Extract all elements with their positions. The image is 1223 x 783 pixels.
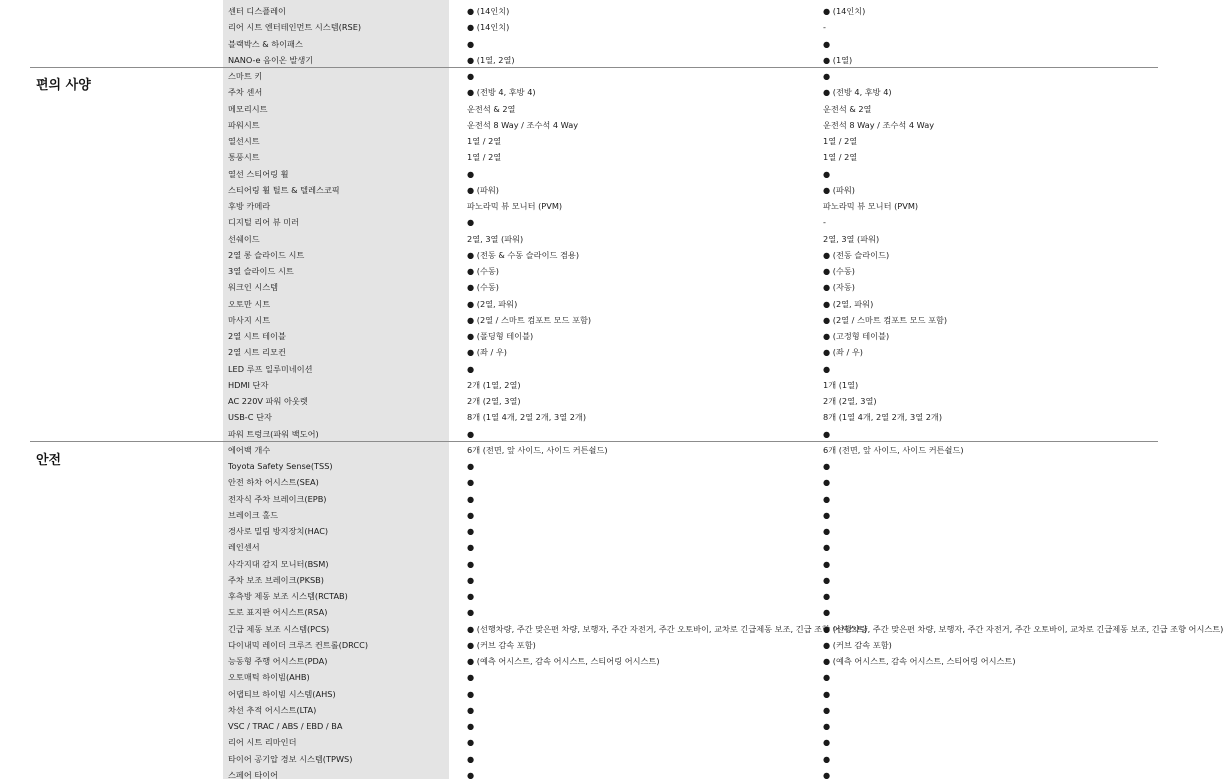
spec-value-trim-1: ●: [467, 509, 475, 520]
spec-label: 마사지 시트: [228, 314, 271, 325]
spec-row: [0, 767, 1175, 783]
spec-label: 어댑티브 하이빔 시스템(AHS): [228, 688, 336, 699]
spec-value-trim-1: ●: [467, 38, 475, 49]
spec-value-trim-1: ● (2열, 파워): [467, 298, 518, 309]
spec-value-trim-1: 2열, 3열 (파워): [467, 233, 524, 244]
spec-label: 선쉐이드: [228, 233, 260, 244]
spec-label: 센터 디스플레이: [228, 6, 286, 16]
spec-row: [0, 523, 1175, 539]
spec-value-trim-2: ●: [823, 493, 831, 504]
spec-value-trim-1: ● (2열 / 스마트 컴포트 모드 포함): [467, 314, 592, 325]
spec-row: [0, 474, 1175, 490]
spec-value-trim-2: ● (수동): [823, 266, 855, 276]
spec-value-trim-2: ●: [823, 461, 831, 471]
spec-value-trim-2: ● (전방 4, 후방 4): [823, 87, 892, 98]
spec-label: 3열 슬라이드 시트: [228, 266, 294, 276]
spec-row: [0, 409, 1175, 425]
spec-row: [0, 19, 1175, 35]
spec-row: [0, 702, 1175, 718]
spec-label: 도로 표지판 어시스트(RSA): [228, 607, 328, 618]
spec-row: [0, 231, 1175, 247]
spec-row: [0, 588, 1175, 604]
spec-row: [0, 68, 1175, 84]
spec-value-trim-1: ● (수동): [467, 266, 499, 276]
spec-label: 전자식 주차 브레이크(EPB): [228, 493, 327, 504]
spec-value-trim-2: ●: [823, 574, 831, 585]
spec-value-trim-1: ●: [467, 737, 475, 748]
spec-label: 워크인 시스템: [228, 282, 279, 293]
spec-label: 디지털 리어 뷰 미러: [228, 217, 300, 228]
spec-value-trim-1: ●: [467, 526, 475, 536]
spec-row: [0, 393, 1175, 409]
spec-value-trim-2: ●: [823, 591, 831, 601]
spec-label: 메모리시트: [228, 103, 268, 114]
spec-value-trim-2: ●: [823, 607, 831, 618]
spec-row: [0, 328, 1175, 344]
spec-value-trim-2: ● (2열, 파워): [823, 298, 874, 309]
section-title-safety: 안전: [36, 453, 62, 468]
spec-row: [0, 52, 1175, 68]
spec-row: [0, 84, 1175, 100]
spec-label: 오토만 시트: [228, 298, 271, 309]
spec-value-trim-1: ●: [467, 607, 475, 618]
spec-value-trim-2: 운전석 & 2열: [823, 103, 872, 114]
spec-value-trim-2: ●: [823, 721, 831, 731]
spec-row: [0, 491, 1175, 507]
spec-row: [0, 507, 1175, 523]
spec-value-trim-2: ●: [823, 704, 831, 715]
spec-row: [0, 279, 1175, 295]
spec-label: 오토매틱 하이빔(AHB): [228, 672, 310, 683]
spec-value-trim-1: ●: [467, 672, 475, 683]
spec-row: [0, 149, 1175, 165]
spec-value-trim-1: ● (선행차량, 주간 맞은편 차량, 보행자, 주간 자전거, 주간 오토바이, 교차로 긴급제동 보조, 긴급 조향 어시스트): [467, 623, 868, 634]
spec-row: [0, 361, 1175, 377]
spec-row: [0, 621, 1223, 637]
spec-value-trim-1: ● (1열, 2열): [467, 54, 515, 65]
spec-row: [0, 458, 1175, 474]
spec-label: 사각지대 감지 모니터(BSM): [228, 558, 329, 569]
spec-value-trim-1: ●: [467, 558, 475, 569]
spec-value-trim-2: ●: [823, 509, 831, 520]
spec-label: NANO-e 음이온 발생기: [228, 54, 314, 65]
spec-label: LED 루프 일루미네이션: [228, 363, 313, 374]
spec-label: 차선 추적 어시스트(LTA): [228, 704, 317, 715]
spec-value-trim-1: ●: [467, 363, 475, 374]
spec-value-trim-2: ●: [823, 363, 831, 374]
spec-label: HDMI 단자: [228, 379, 269, 390]
spec-label: AC 220V 파워 아웃렛: [228, 396, 308, 406]
spec-value-trim-2: ● (커브 감속 포함): [823, 639, 892, 650]
spec-row: [0, 377, 1175, 393]
spec-value-trim-2: ● (고정형 테이블): [823, 331, 890, 341]
spec-label: 블랙박스 & 하이패스: [228, 38, 303, 49]
spec-value-trim-2: 파노라믹 뷰 모니터 (PVM): [823, 201, 919, 211]
spec-value-trim-2: ●: [823, 168, 831, 179]
spec-label: 2열 시트 테이블: [228, 331, 286, 341]
spec-label: 후방 카메라: [228, 201, 271, 211]
spec-row: [0, 214, 1175, 230]
spec-row: [0, 263, 1175, 279]
spec-row: [0, 442, 1175, 458]
spec-label: 주차 보조 브레이크(PKSB): [228, 574, 324, 585]
spec-row: [0, 101, 1175, 117]
spec-value-trim-2: 운전석 8 Way / 조수석 4 Way: [823, 119, 935, 130]
spec-value-trim-2: 6개 (전면, 앞 사이드, 사이드 커튼쉴드): [823, 444, 964, 455]
spec-row: [0, 637, 1175, 653]
spec-row: [0, 556, 1175, 572]
spec-value-trim-1: 운전석 & 2열: [467, 103, 516, 114]
spec-label: 주차 센서: [228, 87, 263, 98]
spec-value-trim-1: 파노라믹 뷰 모니터 (PVM): [467, 201, 563, 211]
spec-value-trim-2: ● (선행차량, 주간 맞은편 차량, 보행자, 주간 자전거, 주간 오토바이, 교차로 긴급제동 보조, 긴급 조향 어시스트): [823, 623, 1223, 634]
spec-row: [0, 133, 1175, 149]
spec-value-trim-1: ●: [467, 688, 475, 699]
spec-value-trim-1: 6개 (전면, 앞 사이드, 사이드 커튼쉴드): [467, 444, 608, 455]
spec-value-trim-2: ●: [823, 477, 831, 488]
spec-value-trim-2: ●: [823, 542, 831, 553]
spec-value-trim-1: ●: [467, 477, 475, 488]
spec-row: [0, 36, 1175, 52]
spec-value-trim-2: ● (자동): [823, 282, 855, 293]
spec-value-trim-2: ● (2열 / 스마트 컴포트 모드 포함): [823, 314, 948, 325]
spec-value-trim-2: 1개 (1열): [823, 379, 859, 390]
spec-value-trim-1: ●: [467, 704, 475, 715]
spec-value-trim-1: ●: [467, 461, 475, 471]
spec-value-trim-2: 1열 / 2열: [823, 136, 858, 146]
spec-value-trim-1: ● (폴딩형 테이블): [467, 331, 534, 341]
spec-value-trim-1: ● (파워): [467, 184, 499, 195]
section-title-convenience: 편의 사양: [36, 78, 91, 93]
spec-value-trim-1: ● (예측 어시스트, 감속 어시스트, 스티어링 어시스트): [467, 656, 660, 666]
spec-row: [0, 604, 1175, 620]
spec-label: 2열 시트 리모컨: [228, 347, 286, 358]
spec-value-trim-2: ●: [823, 688, 831, 699]
spec-row: [0, 653, 1175, 669]
spec-value-trim-2: ●: [823, 672, 831, 683]
spec-row: [0, 686, 1175, 702]
spec-row: [0, 669, 1175, 685]
spec-value-trim-2: ● (1열): [823, 54, 853, 65]
spec-row: [0, 198, 1175, 214]
spec-value-trim-1: ● (14인치): [467, 6, 510, 16]
spec-value-trim-2: 2개 (2열, 3열): [823, 396, 877, 406]
spec-value-trim-1: ●: [467, 721, 475, 731]
spec-label: 스마트 키: [228, 71, 263, 81]
spec-value-trim-2: 1열 / 2열: [823, 152, 858, 163]
spec-row: [0, 117, 1175, 133]
spec-label: 안전 하차 어시스트(SEA): [228, 477, 319, 488]
spec-row: [0, 182, 1175, 198]
spec-label: 긴급 제동 보조 시스템(PCS): [228, 623, 330, 634]
spec-label: 파워시트: [228, 119, 260, 130]
spec-label: 브레이크 홀드: [228, 509, 279, 520]
spec-label: 후측방 제동 보조 시스템(RCTAB): [228, 591, 348, 601]
spec-row: [0, 539, 1175, 555]
spec-value-trim-1: ●: [467, 493, 475, 504]
spec-label: 열선시트: [228, 136, 260, 146]
spec-value-trim-2: ●: [823, 737, 831, 748]
spec-value-trim-1: 운전석 8 Way / 조수석 4 Way: [467, 119, 579, 130]
spec-value-trim-2: ●: [823, 38, 831, 49]
spec-label: 스티어링 휠 틸트 & 텔레스코픽: [228, 184, 340, 195]
spec-value-trim-1: 2개 (2열, 3열): [467, 396, 521, 406]
spec-value-trim-1: ●: [467, 168, 475, 179]
spec-label: 타이어 공기압 경보 시스템(TPWS): [228, 753, 353, 764]
spec-value-trim-1: ●: [467, 217, 475, 228]
spec-value-trim-1: ● (커브 감속 포함): [467, 639, 536, 650]
spec-row: [0, 312, 1175, 328]
spec-value-trim-1: ● (14인치): [467, 22, 510, 33]
spec-label: 2열 롱 슬라이드 시트: [228, 249, 305, 260]
spec-value-trim-1: ● (좌 / 우): [467, 347, 507, 358]
spec-value-trim-1: 1열 / 2열: [467, 136, 502, 146]
spec-value-trim-2: -: [823, 217, 826, 228]
spec-value-trim-2: -: [823, 22, 826, 33]
spec-label: 스페어 타이어: [228, 769, 279, 780]
spec-value-trim-2: ●: [823, 753, 831, 764]
spec-value-trim-2: 2열, 3열 (파워): [823, 233, 880, 244]
spec-value-trim-1: ● (전방 4, 후방 4): [467, 87, 536, 98]
spec-value-trim-2: ●: [823, 71, 831, 81]
spec-value-trim-2: 8개 (1열 4개, 2열 2개, 3열 2개): [823, 412, 943, 423]
spec-label: 경사로 밀림 방지장치(HAC): [228, 526, 329, 536]
spec-label: 레인센서: [228, 542, 260, 553]
spec-row: [0, 572, 1175, 588]
spec-value-trim-2: ● (예측 어시스트, 감속 어시스트, 스티어링 어시스트): [823, 656, 1016, 666]
spec-value-trim-1: 2개 (1열, 2열): [467, 379, 521, 390]
spec-label: 리어 시트 리마인더: [228, 737, 297, 748]
spec-row: [0, 166, 1175, 182]
spec-value-trim-1: ●: [467, 71, 475, 81]
spec-row: [0, 426, 1175, 442]
spec-value-trim-1: ●: [467, 753, 475, 764]
spec-value-trim-2: ● (전동 슬라이드): [823, 249, 890, 260]
spec-value-trim-1: ●: [467, 428, 475, 439]
spec-label: Toyota Safety Sense(TSS): [228, 461, 333, 471]
spec-value-trim-2: ● (14인치): [823, 6, 866, 16]
spec-label: 열선 스티어링 휠: [228, 168, 289, 179]
spec-label: USB-C 단자: [228, 412, 272, 423]
spec-label: 다이내믹 레이더 크루즈 컨트롤(DRCC): [228, 639, 369, 650]
spec-row: [0, 247, 1175, 263]
spec-row: [0, 296, 1175, 312]
spec-value-trim-1: 1열 / 2열: [467, 152, 502, 163]
spec-label: 통풍시트: [228, 152, 260, 163]
spec-row: [0, 734, 1175, 750]
spec-row: [0, 3, 1175, 19]
spec-label: VSC / TRAC / ABS / EBD / BA: [228, 721, 343, 731]
spec-row: [0, 718, 1175, 734]
spec-value-trim-2: ● (파워): [823, 184, 855, 195]
spec-value-trim-2: ● (좌 / 우): [823, 347, 863, 358]
spec-row: [0, 344, 1175, 360]
spec-label: 리어 시트 엔터테인먼트 시스템(RSE): [228, 22, 362, 33]
spec-value-trim-2: ●: [823, 769, 831, 780]
spec-value-trim-1: ● (수동): [467, 282, 499, 293]
spec-label: 파워 트렁크(파워 백도어): [228, 428, 319, 439]
spec-value-trim-1: ●: [467, 769, 475, 780]
spec-value-trim-1: ●: [467, 542, 475, 553]
spec-value-trim-1: ● (전동 & 수동 슬라이드 겸용): [467, 249, 580, 260]
spec-value-trim-1: ●: [467, 591, 475, 601]
spec-value-trim-1: ●: [467, 574, 475, 585]
spec-value-trim-1: 8개 (1열 4개, 2열 2개, 3열 2개): [467, 412, 587, 423]
spec-row: [0, 751, 1175, 767]
spec-value-trim-2: ●: [823, 558, 831, 569]
spec-value-trim-2: ●: [823, 428, 831, 439]
spec-label: 에어백 개수: [228, 444, 271, 455]
spec-value-trim-2: ●: [823, 526, 831, 536]
spec-label: 능동형 주행 어시스트(PDA): [228, 656, 328, 666]
